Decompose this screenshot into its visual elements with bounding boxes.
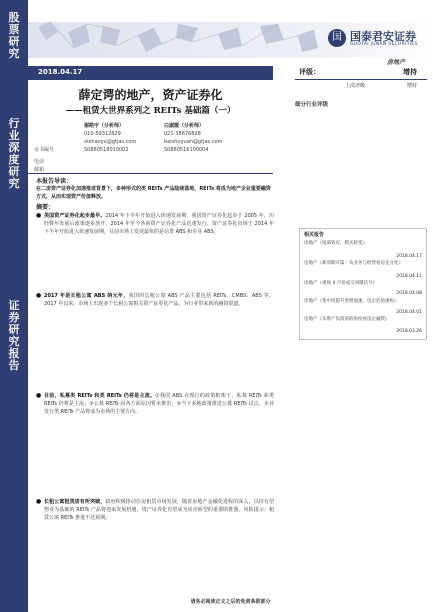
side-bar <box>0 0 28 612</box>
analyst-field-labels <box>34 158 94 174</box>
analyst-phone: 010-59312829 <box>84 131 121 137</box>
disclaimer-footer: 请务必阅读正文之后的免责条款部分 <box>190 599 271 605</box>
related-report-date: 2018.04.08 <box>396 291 422 296</box>
abstract-point <box>36 292 275 308</box>
abstract-point-lead: 美国资产证券化起步最早。 <box>44 213 106 219</box>
company-logo <box>328 28 433 50</box>
related-report-date: 2018.04.11 <box>396 274 422 279</box>
analyst-email[interactable]: baishuyuan@gtjas.com <box>164 139 223 145</box>
bullet-icon: ● <box>36 498 42 505</box>
bullet-icon: ● <box>36 292 42 299</box>
header-banner <box>28 22 433 58</box>
rating-label: 评级： <box>299 68 320 76</box>
abstract-point-text: ①我国 ABS 在现行的政策框架下，私募 REITs 和类 REITs 仍将是主流；②公募 REITs 因各方面原因暂未推出；③当下多地政策推进公募 REITs 试点，企业发行类 REITs 产品将成为市场的主要方向。 <box>44 393 274 415</box>
subject-tag: 房地产 <box>387 59 406 66</box>
related-report-date: 2018.04.17 <box>396 254 422 259</box>
analyst-cert-label: 证书编号 <box>34 147 55 153</box>
abstract-point-text: 2014 年下半年开始进入快速发展期，我国资产证券化起步于 2005 年，历经数年发展后政策逐步放开，2014 年至今各项资产证券化产品迅速发行。资产证券化市场于 2014 年下半年开始进入快速发展期，目前市场上发展最快的是信贷 ABS 和企业 ABS。 <box>44 213 274 235</box>
analyst-name: 白淑媛（分析师） <box>164 123 205 129</box>
abstract-point-text: 政府积极推动住房租赁市场发展，随着房地产金融化进程的深入，以持有型物业为基础的 REITs 产品将迎来发展机遇，资产证券化有望成为房企转型的重要助推器。风险提示：租赁公寓 REITs 推进不达预期。 <box>44 499 274 521</box>
guide-text: 在二房资产证券化加速推进背景下，多种形式的类 REITs 产品陆续落地，REITs 将成为地产企业重要融资方式，从而实现资产价值释放。 <box>36 186 271 200</box>
related-report-date: 2018.04.01 <box>396 310 422 315</box>
related-report-item[interactable]: 房地产《从资产负债表的角度看房企融资》 <box>304 317 390 322</box>
analyst-cert: S0880516100004 <box>164 147 209 153</box>
logo-mark-icon: 国 <box>328 29 346 47</box>
analyst-block <box>34 122 274 172</box>
abstract-point-lead: 长租公寓租赁房有所突破， <box>44 499 106 505</box>
guide-label: 本报告导读： <box>36 178 73 185</box>
report-subtitle: ——租赁大世界系列之 REITs 基础篇（一） <box>65 106 236 116</box>
abstract-point-text: 我国的长租公寓 ABS 产品主要包括 REITs、CMBS、ABS 等，2017 年以来，市场上出现多个长租公寓相关资产证券化产品，为行业带来新的融资渠道。 <box>44 293 275 307</box>
side-label-industry-research: 行业深度研究 <box>8 117 20 190</box>
rating-value: 增持 <box>403 68 417 76</box>
analyst-1 <box>84 122 136 154</box>
analyst-phone: 021-38676828 <box>164 131 201 137</box>
label-email: 邮箱 <box>34 167 45 173</box>
bullet-icon: ● <box>36 392 42 399</box>
related-report-item[interactable]: 房地产《新周期开篇：从业务与经营看房企分化》 <box>304 261 403 266</box>
abstract-point <box>36 212 274 236</box>
rating-row <box>295 66 427 78</box>
related-report-date: 2018.03.26 <box>396 329 422 334</box>
previous-rating-value: 增持 <box>406 83 417 89</box>
section-divider <box>28 173 273 174</box>
abstract-point-lead: 目前，私募类 REITs 和类 REITs 仍将是主流。 <box>44 393 156 399</box>
related-report-item[interactable]: 房地产《尾部效应，模式转变》 <box>304 241 367 246</box>
related-report-item[interactable]: 房地产《集中度提升进程加速，房企估值重构》 <box>304 299 399 304</box>
rating-box <box>295 66 427 90</box>
label-phone: 电话 <box>34 159 45 165</box>
abstract-label: 摘要： <box>36 204 55 211</box>
abstract-point <box>36 498 274 522</box>
related-reports-title: 相关报告 <box>304 232 325 238</box>
related-report-item[interactable]: 房地产《重视 4 月份成交回暖信号》 <box>304 281 378 286</box>
previous-rating-row <box>295 80 427 90</box>
analyst-name: 谢皓宇（分析师） <box>84 123 125 129</box>
logo-name: 国泰君安证券 <box>350 30 416 43</box>
abstract-point-lead: 2017 年是长租公寓 ABS 纳元年， <box>44 293 129 299</box>
previous-rating-label: 上次评级： <box>345 83 371 89</box>
logo-name-en: GUOTAI JUNAN SECURITIES <box>350 42 418 47</box>
abstract-point <box>36 392 274 416</box>
report-title: 薛定谔的地产，资产证券化 <box>78 88 223 102</box>
analyst-cert: S0880518010002 <box>84 147 129 153</box>
analyst-2 <box>164 122 222 154</box>
bullet-icon: ● <box>36 212 42 219</box>
side-label-securities-report: 证券研究报告 <box>8 299 20 372</box>
related-reports <box>299 228 427 340</box>
analyst-email[interactable]: xiehaoyu@gtjas.com <box>84 139 137 145</box>
report-date: 2018.04.17 <box>38 68 83 76</box>
sub-industry-rating-heading: 细分行业评级 <box>295 102 329 108</box>
date-bar <box>28 66 273 80</box>
side-label-stock-research: 股票研究 <box>8 11 20 60</box>
